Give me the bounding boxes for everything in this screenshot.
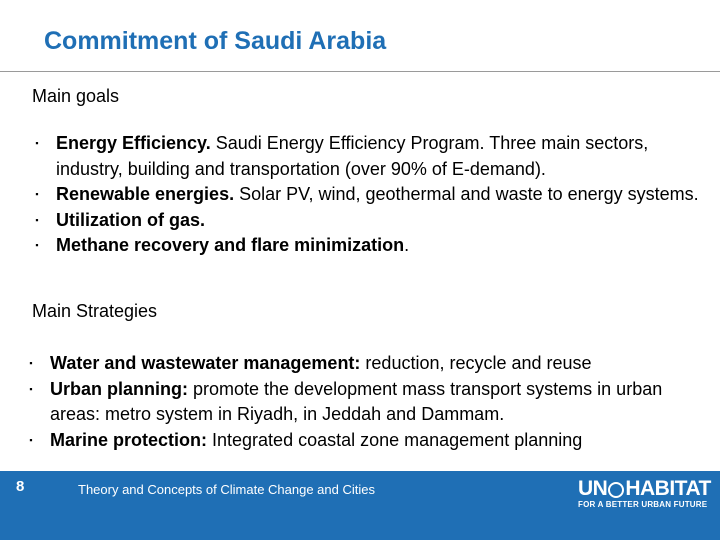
bullet-icon: ▪ <box>29 358 33 368</box>
strategies-heading: Main Strategies <box>32 301 158 321</box>
bullet-icon: ▪ <box>29 434 33 445</box>
footer-caption: Theory and Concepts of Climate Change and Cities <box>78 482 375 497</box>
goals-heading: Main goals <box>32 86 120 106</box>
strategies-list <box>26 351 696 453</box>
list-item: ▪ Water and wastewater management: reduction, recycle and reuse <box>26 351 696 377</box>
bullet-icon: ▪ <box>29 383 33 394</box>
slide-title: Commitment of Saudi Arabia <box>44 27 387 55</box>
bullet-icon: ▪ <box>35 240 39 250</box>
goals-list <box>32 131 702 259</box>
bullet-icon: ▪ <box>35 138 39 148</box>
list-item: ▪ Energy Efficiency. Saudi Energy Efficiency Program. Three main sectors, industry, building and transportation (over 90% of E-demand). <box>32 131 702 182</box>
un-emblem-icon <box>608 482 624 498</box>
list-item: ▪ Renewable energies. Solar PV, wind, geothermal and waste to energy systems. <box>32 182 702 208</box>
page-number: 8 <box>16 478 25 495</box>
bullet-icon: ▪ <box>35 214 39 225</box>
list-item: ▪ Marine protection: Integrated coastal zone management planning <box>26 428 696 454</box>
un-habitat-logo: UN HABITAT FOR A BETTER URBAN FUTURE <box>578 477 711 509</box>
logo-tagline: FOR A BETTER URBAN FUTURE <box>578 500 708 509</box>
list-item: ▪ Urban planning: promote the development mass transport systems in urban areas: metro system in Riyadh, in Jeddah and Dammam. <box>26 377 696 428</box>
list-item: ▪ Utilization of gas. <box>32 208 702 234</box>
title-divider <box>0 71 720 72</box>
bullet-icon: ▪ <box>35 189 39 199</box>
list-item: ▪ Methane recovery and flare minimization. <box>32 233 702 259</box>
